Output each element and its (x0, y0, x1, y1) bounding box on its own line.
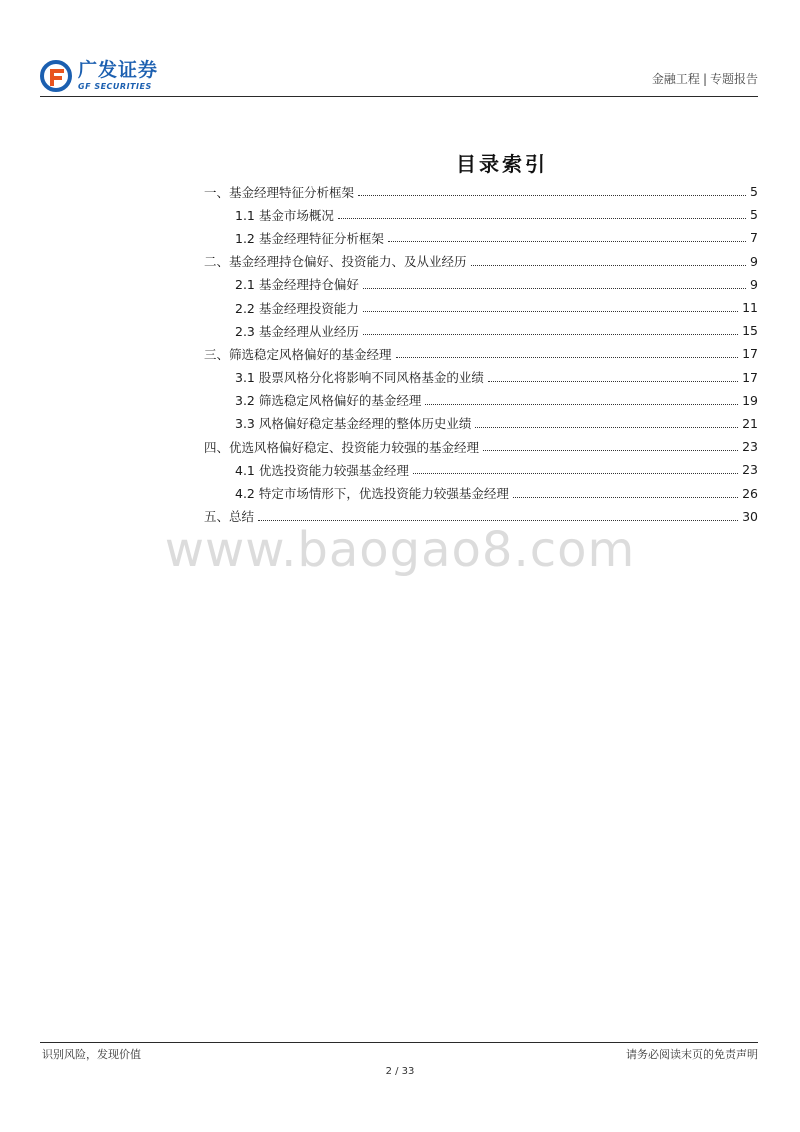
toc-entry-label: 3.2 筛选稳定风格偏好的基金经理 (235, 393, 422, 409)
toc-entry-page: 9 (750, 276, 758, 292)
toc-leader-dots (425, 404, 738, 405)
toc-entry[interactable] (204, 319, 758, 342)
toc-entry-label: 4.1 优选投资能力较强基金经理 (235, 462, 409, 478)
toc-entry[interactable] (204, 366, 758, 389)
toc-entry-label: 4.2 特定市场情形下，优选投资能力较强基金经理 (235, 486, 509, 502)
toc-leader-dots (513, 497, 738, 498)
toc-leader-dots (363, 311, 738, 312)
toc-entry-page: 23 (742, 439, 758, 455)
header-divider (40, 96, 758, 97)
toc-leader-dots (413, 473, 738, 474)
toc-entry-label: 2.2 基金经理投资能力 (235, 300, 359, 316)
footer-disclaimer-note: 请务必阅读末页的免责声明 (626, 1048, 758, 1061)
toc-title: 目录索引 (456, 152, 548, 176)
toc-entry-page: 15 (742, 323, 758, 339)
toc-leader-dots (388, 241, 746, 242)
toc-entry[interactable] (204, 481, 758, 504)
toc-entry-page: 23 (742, 462, 758, 478)
toc-entry-page: 9 (750, 253, 758, 269)
watermark: www.baogao8.com (164, 522, 636, 578)
gf-securities-logo (40, 56, 158, 96)
page-header (40, 56, 758, 96)
toc-entry-label: 3.3 风格偏好稳定基金经理的整体历史业绩 (235, 416, 472, 432)
toc-entry-page: 11 (742, 300, 758, 316)
toc-entry-label: 三、筛选稳定风格偏好的基金经理 (204, 346, 392, 362)
toc-entry-page: 19 (742, 392, 758, 408)
toc-entry[interactable] (204, 435, 758, 458)
report-type-label: 专题报告 (709, 72, 758, 86)
toc-entry-page: 21 (742, 415, 758, 431)
toc-entry[interactable] (204, 180, 758, 203)
toc-leader-dots (358, 195, 746, 196)
toc-leader-dots (396, 357, 739, 358)
toc-entry[interactable] (204, 226, 758, 249)
logo-chinese-name: 广发证券 (78, 59, 159, 81)
toc-leader-dots (483, 450, 738, 451)
toc-entry-page: 30 (742, 508, 758, 524)
toc-leader-dots (471, 265, 747, 266)
toc-leader-dots (363, 334, 738, 335)
toc-entry-page: 17 (742, 346, 758, 362)
toc-leader-dots (258, 520, 738, 521)
footer-slogan: 识别风险，发现价值 (42, 1048, 141, 1061)
logo-english-name: GF SECURITIES (78, 82, 152, 91)
toc-entry-label: 二、基金经理持仓偏好、投资能力、及从业经历 (204, 254, 467, 270)
toc-entry-page: 5 (750, 207, 758, 223)
toc-leader-dots (338, 218, 746, 219)
toc-entry-label: 五、总结 (204, 509, 255, 525)
gf-logo-icon (40, 60, 72, 92)
toc-leader-dots (475, 427, 738, 428)
page-number: 2 / 33 (385, 1066, 415, 1077)
toc-entry-label: 1.1 基金市场概况 (235, 207, 334, 223)
toc-entry-label: 2.3 基金经理从业经历 (235, 323, 359, 339)
toc-entry[interactable] (204, 273, 758, 296)
toc-entry-page: 5 (750, 184, 758, 200)
toc-entry-label: 四、优选风格偏好稳定、投资能力较强的基金经理 (204, 439, 480, 455)
report-category (652, 70, 758, 87)
toc-entry[interactable] (204, 458, 758, 481)
toc-entry-page: 26 (742, 485, 758, 501)
toc-entry-label: 2.1 基金经理持仓偏好 (235, 277, 359, 293)
category-separator: | (702, 72, 707, 86)
toc-entry-label: 1.2 基金经理特征分析框架 (235, 230, 384, 246)
toc-leader-dots (363, 288, 746, 289)
toc-entry[interactable] (204, 203, 758, 226)
toc-entry[interactable] (204, 412, 758, 435)
toc-entry-page: 17 (742, 369, 758, 385)
footer-divider (40, 1042, 758, 1043)
category-label: 金融工程 (651, 72, 700, 86)
toc-entry[interactable] (204, 342, 758, 365)
toc-entry[interactable] (204, 389, 758, 412)
toc-entry-label: 3.1 股票风格分化将影响不同风格基金的业绩 (235, 370, 484, 386)
table-of-contents (204, 180, 758, 528)
toc-entry-label: 一、基金经理特征分析框架 (204, 184, 355, 200)
toc-entry[interactable] (204, 250, 758, 273)
toc-entry-page: 7 (750, 230, 758, 246)
toc-leader-dots (488, 381, 738, 382)
toc-entry[interactable] (204, 296, 758, 319)
